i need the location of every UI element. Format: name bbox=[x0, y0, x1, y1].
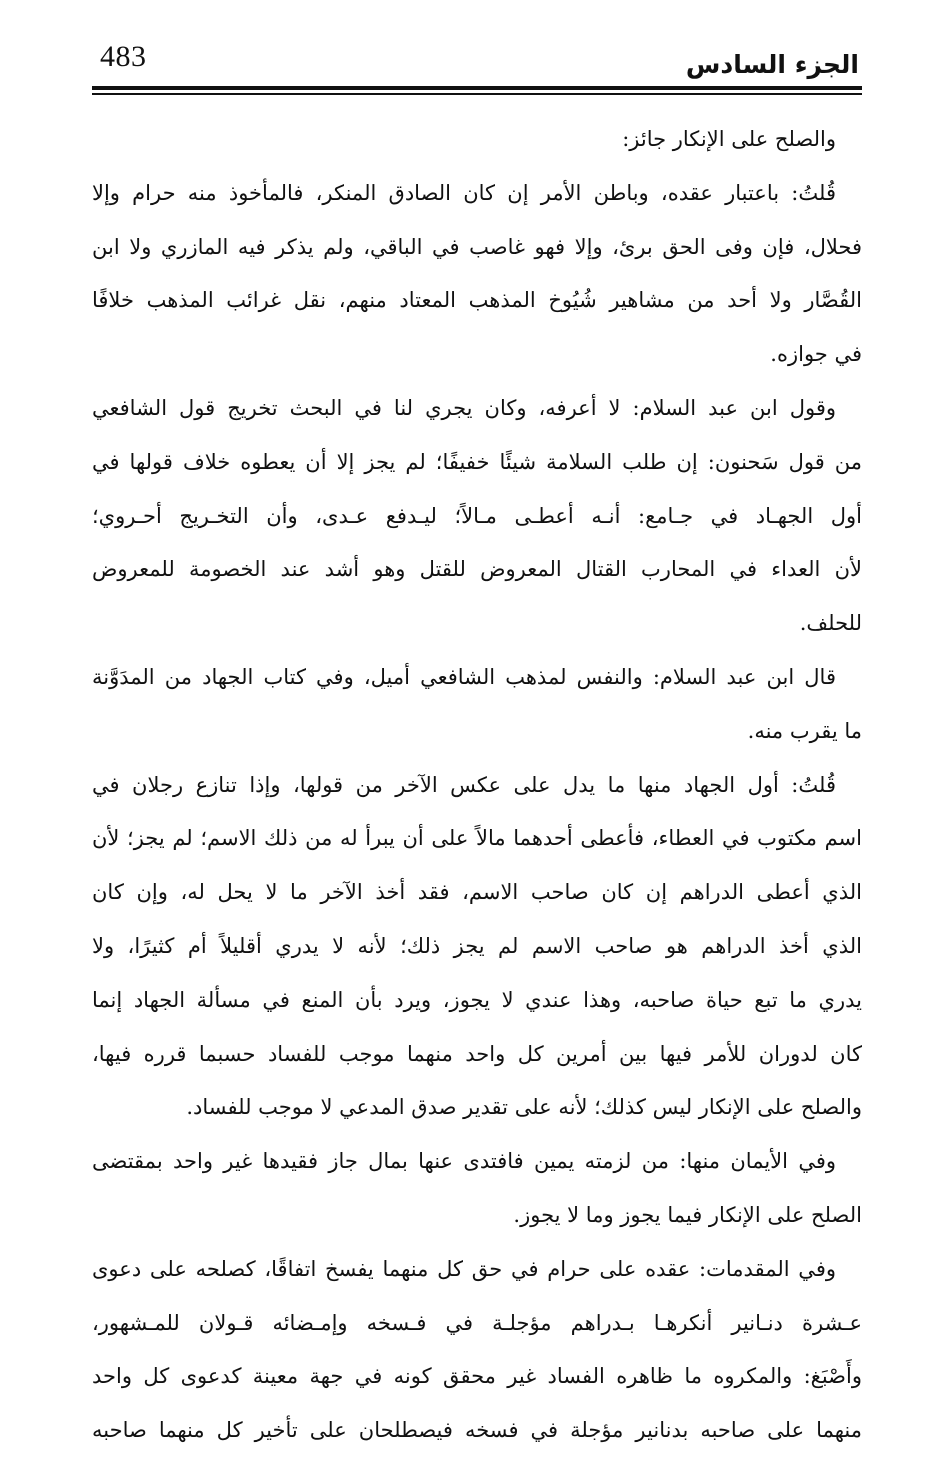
text-line: منهما على صاحبه بدنانير مؤجلة في فسخه فيصطلحان على تأخير كل منهما صاحبه bbox=[92, 1418, 862, 1443]
text-line: والصلح على الإنكار جائز: bbox=[622, 127, 836, 151]
text-line: قُلتُ: أول الجهاد منها ما يدل على عكس الآخر من قولها، وإذا تنازع رجلان في bbox=[92, 772, 836, 797]
text-line: اسم مكتوب في العطاء، فأعطى أحدهما مالاً على أن يبرأ له من ذلك الاسم؛ لم يجز؛ لأن bbox=[92, 826, 862, 851]
text-line: قال ابن عبد السلام: والنفس لمذهب الشافعي أميل، وفي كتاب الجهاد من المدَوَّنة bbox=[92, 664, 836, 689]
text-line: من قول سَحنون: إن طلب السلامة شيئًا خفيفًا؛ لم يجز إلا أن يعطوه خلاف قولها في bbox=[92, 449, 862, 474]
text-line: كان لدوران للأمر فيها بين أمرين كل واحد منهما موجب للفساد حسبما قرره فيها، bbox=[92, 1041, 862, 1066]
text-line: وأَصْبَغ: والمكروه ما ظاهره الفساد غير محقق كونه في جهة معينة كدعوى كل واحد bbox=[92, 1364, 862, 1389]
body-text bbox=[92, 113, 862, 1458]
header-rule-thin bbox=[92, 93, 862, 95]
text-line: قُلتُ: باعتبار عقده، وباطن الأمر إن كان الصادق المنكر، فالمأخوذ منه حرام وإلا bbox=[92, 180, 836, 205]
text-line: للحلف. bbox=[799, 611, 862, 636]
text-line: وفي المقدمات: عقده على حرام في حق كل منهما يفسخ اتفاقًا، كصلحه على دعوى bbox=[92, 1256, 836, 1281]
text-line: أول الجهـاد في جـامع: أنـه أعطـى مـالاً؛ ليـدفع عـدى، وأن التخـريج أحـروي؛ bbox=[92, 503, 862, 528]
header-rule-thick bbox=[92, 86, 862, 90]
text-line: لأن العداء في المحارب القتال المعروض للقتل وهو أشد عند الخصومة للمعروض bbox=[92, 557, 862, 582]
page-number: 483 bbox=[100, 40, 147, 73]
text-line: عـشرة دنـانير أنكرهـا بـدراهم مؤجلـة في فـسخه وإمـضائه قـولان للمـشهور، bbox=[92, 1310, 862, 1335]
text-line: في جوازه. bbox=[770, 342, 862, 367]
text-line: الصلح على الإنكار فيما يجوز وما لا يجوز. bbox=[513, 1202, 862, 1227]
text-line: والصلح على الإنكار ليس كذلك؛ لأنه على تقدير صدق المدعي لا موجب للفساد. bbox=[186, 1095, 862, 1120]
text-line: ما يقرب منه. bbox=[747, 718, 862, 743]
running-head: الجزء السادس bbox=[685, 50, 859, 79]
text-line: القُصَّار ولا أحد من مشاهير شُيُوخ المذهب المعتاد منهم، نقل غرائب المذهب خلافًا bbox=[92, 288, 862, 313]
text-line: الذي أعطى الدراهم إن كان صاحب الاسم، فقد أخذ الآخر ما لا يحل له، وإن كان bbox=[92, 880, 862, 905]
text-line: يدري ما تبع حياة صاحبه، وهذا عندي لا يجوز، ويرد بأن المنع في مسألة الجهاد إنما bbox=[92, 987, 862, 1012]
text-line: الذي أخذ الدراهم هو صاحب الاسم لم يجز ذلك؛ لأنه لا يدري أقليلاً أم كثيرًا، ولا bbox=[92, 933, 862, 958]
text-line: وفي الأيمان منها: من لزمته يمين فافتدى عنها بمال جاز فقيدها غير واحد بمقتضى bbox=[92, 1149, 837, 1174]
text-line: وقول ابن عبد السلام: لا أعرفه، وكان يجري لنا في البحث تخريج قول الشافعي bbox=[92, 395, 836, 420]
text-line: فحلال، فإن وفى الحق برئ، وإلا فهو غاصب في الباقي، ولم يذكر فيه المازري ولا ابن bbox=[92, 234, 862, 259]
